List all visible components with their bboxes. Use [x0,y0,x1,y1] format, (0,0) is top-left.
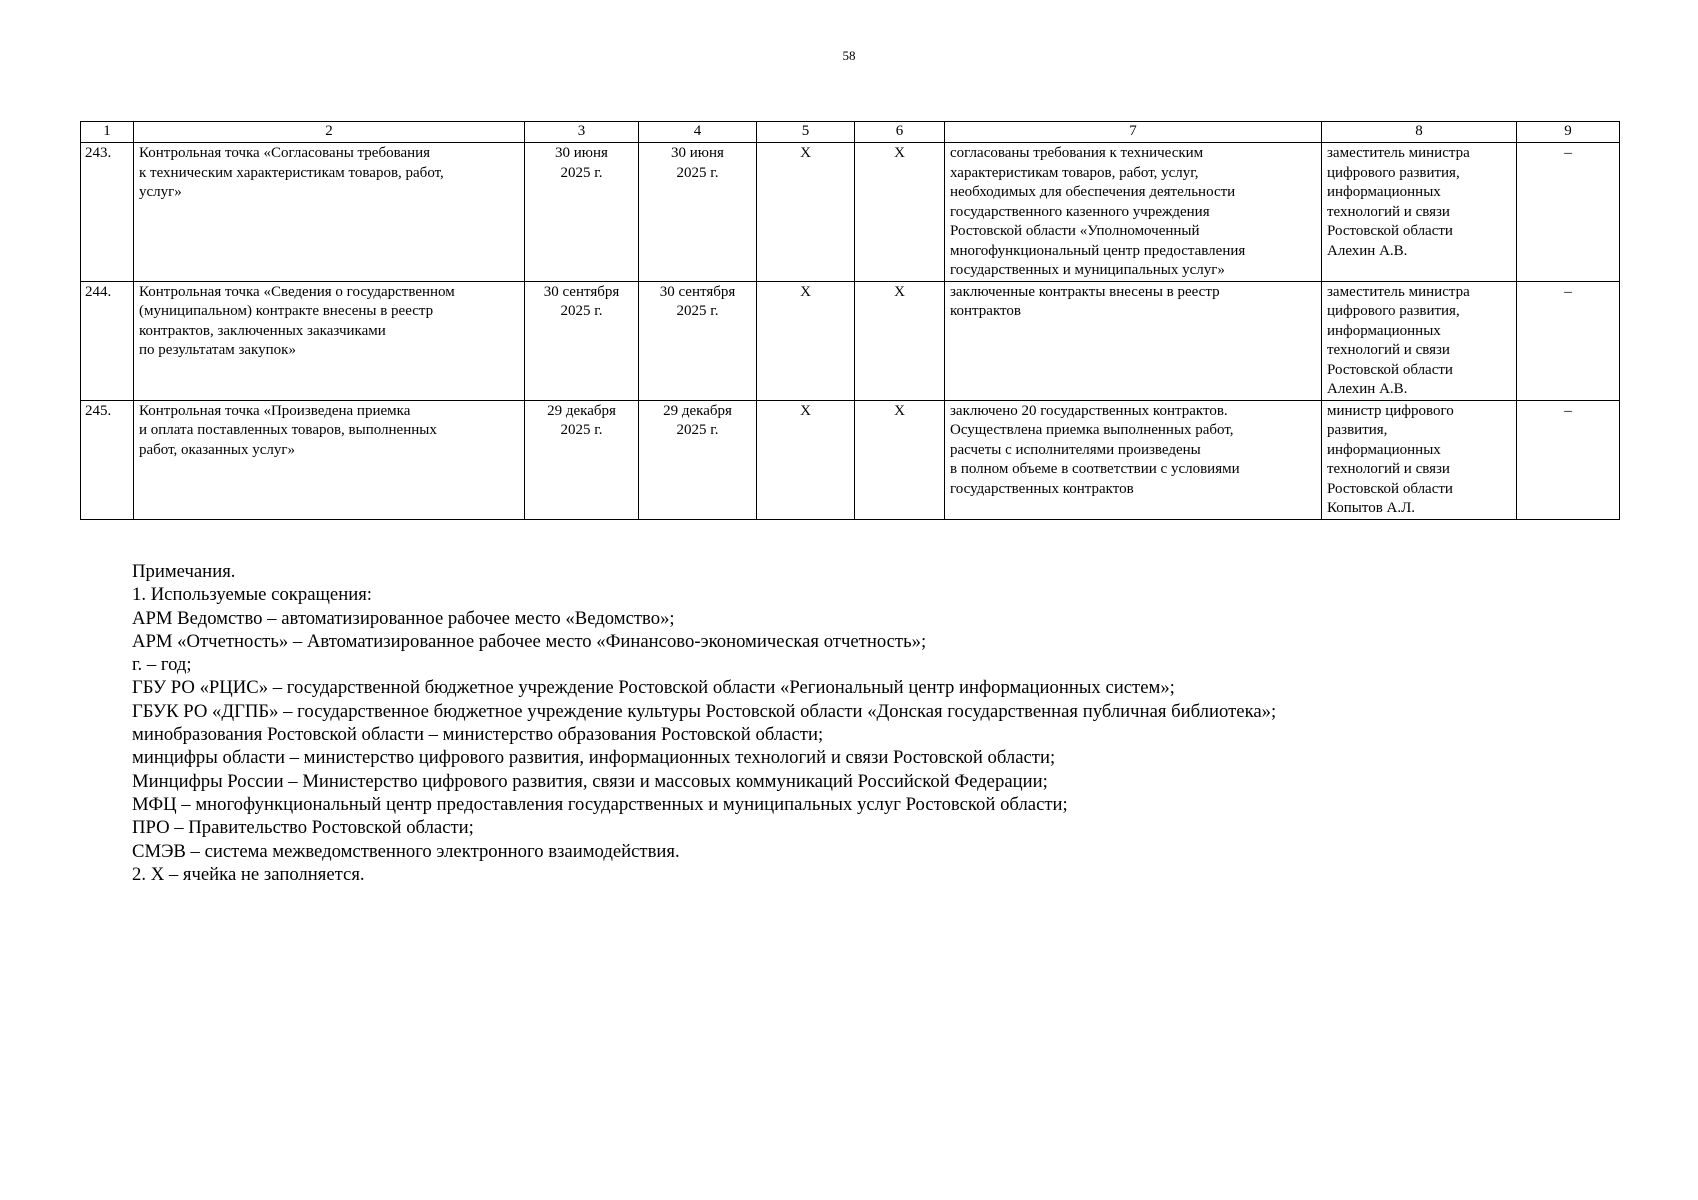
header-cell: 9 [1517,122,1620,143]
abbreviation-item: СМЭВ – система межведомственного электронного взаимодействия. [132,840,680,862]
start-date [525,143,639,282]
abbreviation-item: минобразования Ростовской области – министерство образования Ростовской области; [132,724,824,746]
text-line: расчеты с исполнителями произведены [950,441,1201,458]
text-line: работ, оказанных услуг» [139,441,295,458]
header-cell: 6 [855,122,945,143]
cell-not-filled: Х [757,400,855,519]
text-line: 2025 г. [676,303,719,319]
cell-not-filled: Х [757,143,855,282]
text-line: 2025 г. [560,422,603,438]
text-line: технологий и связи [1327,461,1450,477]
text-line: цифрового развития, [1327,303,1460,319]
text-line: заместитель министра [1327,283,1470,300]
cell-not-filled: Х [855,281,945,400]
text-line: Ростовской области [1327,361,1453,378]
cell-not-filled: Х [757,281,855,400]
text-line: контрактов [950,303,1021,319]
start-date [525,281,639,400]
abbreviation-item: ГБУК РО «ДГПБ» – государственное бюджетное учреждение культуры Ростовской области «Донская государственная публичная библиотека»; [132,700,1277,722]
table-header-row [81,122,1620,143]
table-row [81,400,1620,519]
text-line: согласованы требования к техническим [950,145,1204,161]
plan-table [80,121,1620,520]
start-date [525,400,639,519]
header-cell: 5 [757,122,855,143]
text-line: Контрольная точка «Сведения о государственном [139,283,455,300]
text-line: информационных [1327,441,1441,458]
header-cell: 1 [81,122,134,143]
abbreviation-item: г. – год; [132,654,192,676]
text-line: Контрольная точка «Согласованы требования [139,145,431,161]
header-cell: 8 [1322,122,1517,143]
row-number: 244. [81,281,134,400]
text-line: многофункциональный центр предоставления [950,242,1246,259]
text-line: в полном объеме в соответствии с условиями [950,461,1240,477]
col9-dash: – [1517,281,1620,400]
responsible-person [1322,281,1517,400]
text-line: государственного казенного учреждения [950,203,1210,220]
cell-not-filled: Х [855,143,945,282]
text-line: цифрового развития, [1327,164,1460,181]
abbreviation-item: ГБУ РО «РЦИС» – государственной бюджетное учреждение Ростовской области «Региональный центр информационных систем»; [132,677,1175,699]
text-line: Алехин А.В. [1327,381,1408,397]
text-line: Копытов А.Л. [1327,500,1416,516]
responsible-person [1322,400,1517,519]
text-line: информационных [1327,322,1441,339]
end-date [639,281,757,400]
notes-item: 1. Используемые сокращения: [132,584,372,606]
result-description [945,281,1322,400]
text-line: 2025 г. [676,164,719,181]
control-point-name [134,400,525,519]
text-line: 30 июня [555,145,608,161]
table-row [81,143,1620,282]
cell-not-filled: Х [855,400,945,519]
text-line: 30 сентября [543,283,620,300]
header-cell: 3 [525,122,639,143]
notes-title: Примечания. [132,561,236,582]
text-line: 30 сентября [659,283,736,300]
text-line: Ростовской области [1327,223,1453,239]
text-line: Ростовской области [1327,480,1453,497]
control-point-name [134,143,525,282]
text-line: Алехин А.В. [1327,242,1408,259]
text-line: контрактов, заключенных заказчиками [139,322,386,339]
text-line: 29 декабря [663,402,732,419]
text-line: необходимых для обеспечения деятельности [950,184,1236,200]
text-line: заключено 20 государственных контрактов. [950,402,1228,419]
notes-section [132,560,1652,886]
text-line: 29 декабря [547,402,616,419]
text-line: 30 июня [671,145,724,161]
responsible-person [1322,143,1517,282]
header-cell: 7 [945,122,1322,143]
text-line: 2025 г. [676,422,719,438]
text-line: технологий и связи [1327,342,1450,358]
row-number: 245. [81,400,134,519]
control-point-name [134,281,525,400]
text-line: государственных и муниципальных услуг» [950,262,1225,278]
text-line: развития, [1327,422,1388,438]
text-line: 2025 г. [560,164,603,181]
text-line: Ростовской области «Уполномоченный [950,223,1200,239]
abbreviation-item: МФЦ – многофункциональный центр предоставления государственных и муниципальных услуг Ростовской области; [132,793,1068,815]
abbreviation-item: АРМ Ведомство – автоматизированное рабочее место «Ведомство»; [132,607,675,629]
text-line: государственных контрактов [950,480,1134,497]
text-line: технологий и связи [1327,203,1450,220]
text-line: Осуществлена приемка выполненных работ, [950,422,1234,438]
text-line: (муниципальном) контракте внесены в реестр [139,303,434,319]
text-line: министр цифрового [1327,402,1454,419]
col9-dash: – [1517,400,1620,519]
result-description [945,400,1322,519]
header-cell: 2 [134,122,525,143]
row-number: 243. [81,143,134,282]
end-date [639,400,757,519]
text-line: к техническим характеристикам товаров, работ, [139,164,444,181]
text-line: заместитель министра [1327,145,1470,161]
result-description [945,143,1322,282]
abbreviation-item: ПРО – Правительство Ростовской области; [132,817,474,839]
text-line: информационных [1327,184,1441,200]
text-line: и оплата поставленных товаров, выполненных [139,422,437,438]
header-cell: 4 [639,122,757,143]
page-number: 58 [842,48,856,63]
abbreviation-item: Минцифры России – Министерство цифрового развития, связи и массовых коммуникаций Российской Федерации; [132,770,1048,792]
text-line: характеристикам товаров, работ, услуг, [950,164,1199,181]
text-line: по результатам закупок» [139,342,296,358]
col9-dash: – [1517,143,1620,282]
end-date [639,143,757,282]
text-line: 2025 г. [560,303,603,319]
text-line: Контрольная точка «Произведена приемка [139,402,411,419]
text-line: услуг» [139,184,182,200]
abbreviation-item: АРМ «Отчетность» – Автоматизированное рабочее место «Финансово-экономическая отчетность»; [132,630,927,652]
notes-item: 2. Х – ячейка не заполняется. [132,863,365,885]
abbreviation-item: минцифры области – министерство цифрового развития, информационных технологий и связи Ростовской области; [132,747,1056,769]
table-row [81,281,1620,400]
text-line: заключенные контракты внесены в реестр [950,283,1220,300]
